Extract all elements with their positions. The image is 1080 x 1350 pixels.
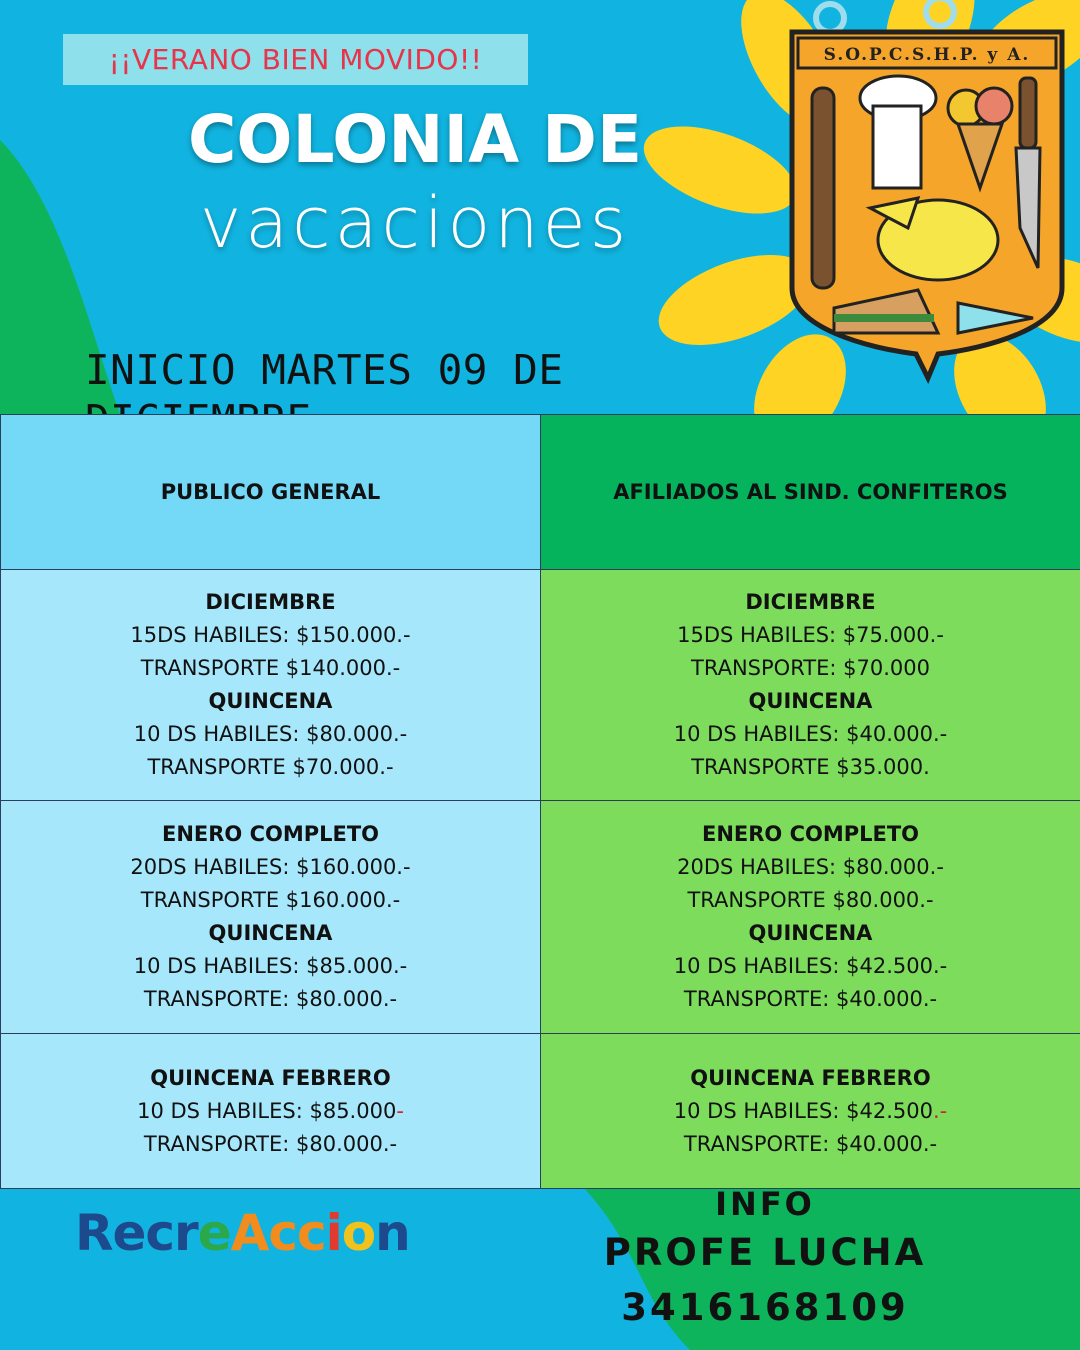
title-line-2: vacaciones (199, 182, 631, 264)
period-label: DICIEMBRE (745, 590, 876, 614)
cell-february-affiliates (541, 1034, 1080, 1189)
start-date: INICIO MARTES 09 DE (85, 346, 564, 394)
price-line (1, 1095, 540, 1128)
logo-part: Acc (230, 1204, 326, 1262)
price-line: 10 DS HABILES: $80.000.- (133, 722, 408, 746)
logo-part: Recr (75, 1204, 198, 1262)
contact-name: PROFE LUCHA (603, 1231, 927, 1274)
period-label: QUINCENA FEBRERO (150, 1065, 391, 1090)
price-line: TRANSPORTE $80.000.- (687, 888, 934, 912)
cell-january-affiliates (541, 801, 1080, 1034)
price-line: TRANSPORTE $140.000.- (140, 656, 401, 680)
info-label: INFO (715, 1185, 815, 1223)
price-line: TRANSPORTE: $80.000.- (143, 1131, 398, 1156)
recreaccion-logo (75, 1198, 410, 1268)
period-label: QUINCENA (748, 689, 873, 713)
price-line: TRANSPORTE $160.000.- (140, 888, 401, 912)
period-label: DICIEMBRE (205, 590, 336, 614)
logo-part: n (375, 1204, 410, 1262)
union-logo (788, 28, 1066, 384)
table-row-february (1, 1034, 1080, 1189)
period-label: QUINCENA (208, 921, 333, 945)
contact-phone[interactable]: 3416168109 (621, 1286, 909, 1329)
price-line: TRANSPORTE: $40.000.- (683, 1131, 938, 1156)
table-row-december (1, 570, 1080, 801)
tagline: ¡¡VERANO BIEN MOVIDO!! (63, 34, 528, 85)
price-line: TRANSPORTE: $40.000.- (683, 987, 938, 1011)
contact-info (600, 1184, 930, 1334)
price-line (541, 1095, 1080, 1128)
price-text: 10 DS HABILES: $42.500 (673, 1098, 933, 1123)
period-label: QUINCENA (748, 921, 873, 945)
price-line: 15DS HABILES: $75.000.- (677, 623, 944, 647)
logo-part: o (341, 1204, 376, 1262)
logo-part: e (197, 1204, 231, 1262)
price-line: 10 DS HABILES: $42.500.- (673, 954, 948, 978)
cell-december-affiliates (541, 570, 1080, 801)
price-line: 10 DS HABILES: $85.000.- (133, 954, 408, 978)
period-label: QUINCENA FEBRERO (690, 1065, 931, 1090)
price-text: 10 DS HABILES: $85.000 (137, 1098, 397, 1123)
logo-part: i (325, 1204, 342, 1262)
price-line: TRANSPORTE $35.000. (691, 755, 930, 779)
price-line: 20DS HABILES: $80.000.- (677, 855, 944, 879)
title-line-1: COLONIA DE (187, 101, 643, 178)
period-label: ENERO COMPLETO (701, 822, 920, 846)
price-line: 15DS HABILES: $150.000.- (130, 623, 411, 647)
cell-february-general (1, 1034, 541, 1189)
price-line: TRANSPORTE: $70.000 (691, 656, 930, 680)
price-line: 20DS HABILES: $160.000.- (130, 855, 411, 879)
table-header-row (1, 415, 1080, 570)
column-header-affiliates: AFILIADOS AL SIND. CONFITEROS (541, 415, 1080, 570)
period-label: ENERO COMPLETO (161, 822, 380, 846)
price-suffix: .- (932, 1098, 948, 1123)
cell-december-general (1, 570, 541, 801)
price-line: 10 DS HABILES: $40.000.- (673, 722, 948, 746)
rolling-pin-icon (812, 88, 834, 288)
table-row-january (1, 801, 1080, 1034)
logo-org-text: S.O.P.C.S.H.P. y A. (823, 45, 1031, 65)
period-label: QUINCENA (208, 689, 333, 713)
price-line: TRANSPORTE: $80.000.- (143, 987, 398, 1011)
price-line: TRANSPORTE $70.000.- (147, 755, 394, 779)
column-header-general: PUBLICO GENERAL (1, 415, 541, 570)
cell-january-general (1, 801, 541, 1034)
price-table (0, 414, 1080, 1189)
price-suffix: - (396, 1098, 404, 1123)
